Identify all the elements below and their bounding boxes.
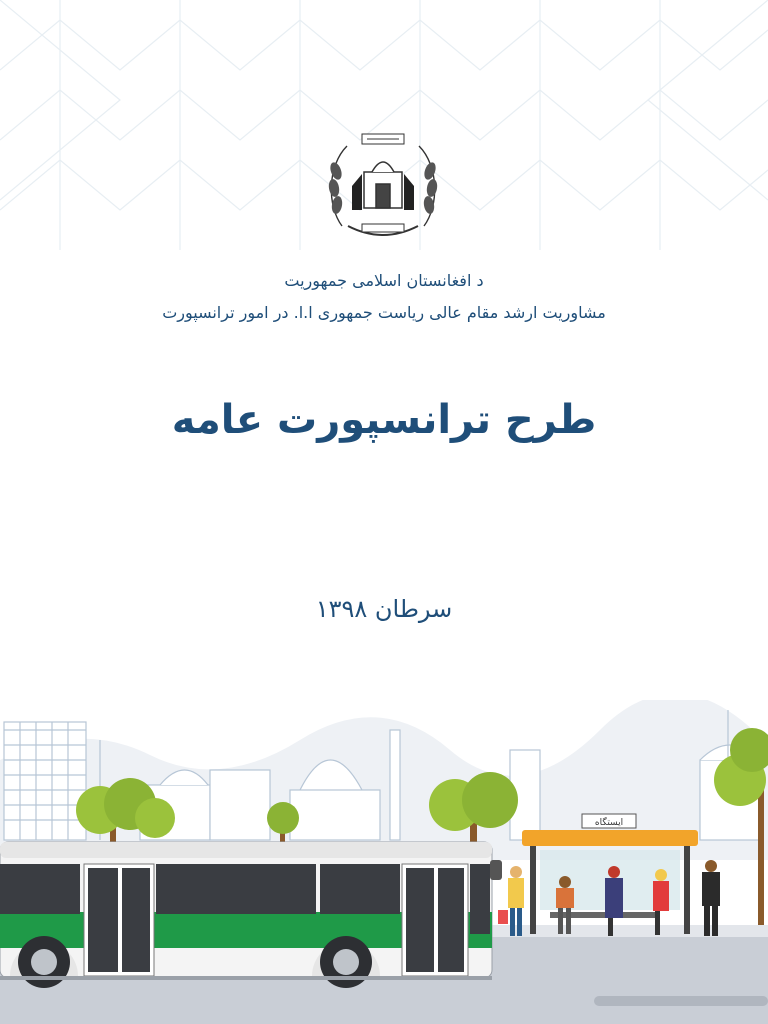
bus-stop-sign: ایستگاه <box>594 818 624 828</box>
city-bus-illustration <box>0 700 768 1024</box>
document-title: طرح ترانسپورت عامه <box>171 397 597 443</box>
document-date: سرطان ۱۳۹۸ <box>315 595 453 623</box>
office-name: مشاوریت ارشد مقام عالی ریاست جمهوری ا.ا. در امور ترانسپورت <box>162 303 606 322</box>
country-name: د افغانستان اسلامی جمهوریت <box>284 271 484 290</box>
national-emblem <box>322 126 444 246</box>
bus <box>0 842 502 988</box>
